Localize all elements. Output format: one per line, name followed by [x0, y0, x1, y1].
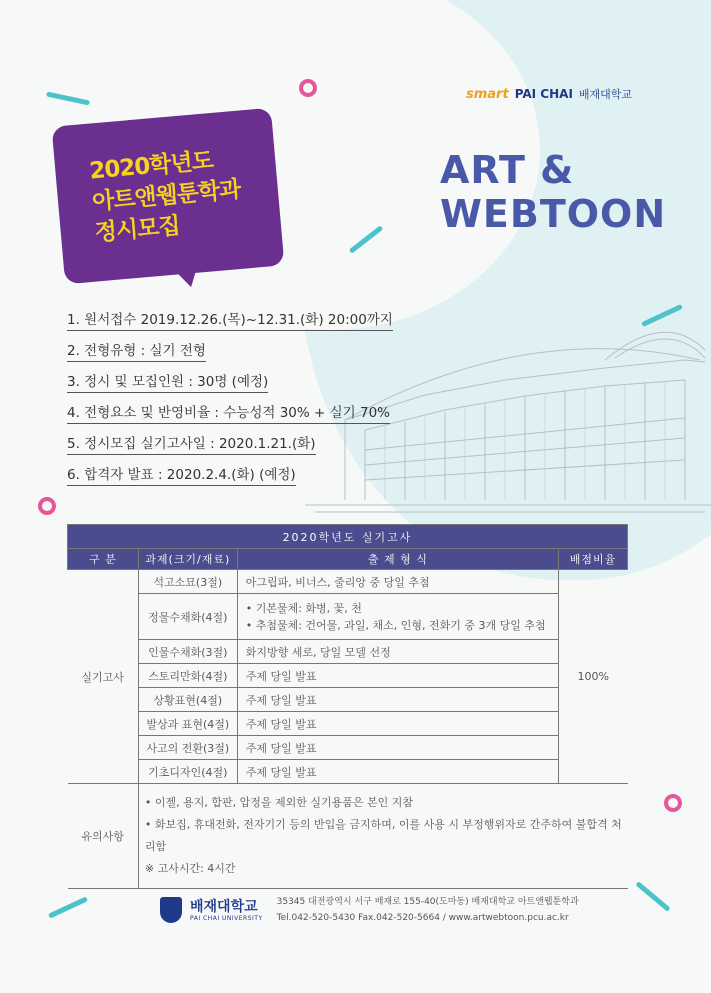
subject-cell: 상황표현(4절): [138, 688, 237, 712]
deco-ring: [38, 497, 56, 515]
notes-cell: [138, 784, 627, 889]
bubble-line-1: 2020학년도: [88, 147, 214, 185]
subject-cell: 인물수채화(3절): [138, 640, 237, 664]
deco-line: [48, 896, 88, 918]
table-row: [68, 594, 628, 640]
table-row: [68, 688, 628, 712]
note-item: • 화보집, 휴대전화, 전자기기 등의 반입을 금지하며, 이를 사용 시 부정행위자로 간주하여 불합격 처리함: [144, 818, 622, 853]
bubble-line-3: 정시모집: [93, 213, 181, 247]
table-row: [68, 760, 628, 784]
deco-line: [46, 91, 90, 105]
university-shield-icon: [160, 897, 182, 923]
note-item: • 이젤, 용지, 합판, 압정을 제외한 실기용품은 본인 지참: [144, 796, 413, 809]
subject-cell: 스토리만화(4절): [138, 664, 237, 688]
format-bullet: • 추첨물체: 건어물, 과일, 채소, 인형, 전화기 중 3개 당일 추첨: [245, 618, 546, 632]
info-item: 4. 전형요소 및 반영비율 : 수능성적 30% + 실기 70%: [67, 401, 390, 424]
info-item: 6. 합격자 발표 : 2020.2.4.(화) (예정): [67, 463, 296, 486]
table-title: 2020학년도 실기고사: [68, 525, 628, 549]
footer: [160, 894, 579, 926]
title-line-2: WEBTOON: [440, 192, 667, 236]
table-row: [68, 570, 628, 594]
format-cell: 주제 당일 발표: [237, 664, 558, 688]
format-cell: 주제 당일 발표: [237, 688, 558, 712]
info-item: 2. 전형유형 : 실기 전형: [67, 339, 206, 362]
subject-cell: 기초디자인(4절): [138, 760, 237, 784]
brand-korean: 배재대학교: [578, 88, 633, 101]
subject-cell: 사고의 전환(3절): [138, 736, 237, 760]
notes-label: 유의사항: [68, 784, 139, 889]
brand-logo: [466, 86, 632, 102]
format-cell: 주제 당일 발표: [237, 736, 558, 760]
subject-cell: 석고소묘(3절): [138, 570, 237, 594]
page-title: [440, 148, 666, 236]
note-item: ※ 고사시간: 4시간: [144, 862, 236, 875]
footer-logo: [190, 899, 263, 922]
exam-table: [67, 524, 628, 889]
brand-smart: smart: [466, 86, 509, 102]
title-line-1: ART &: [440, 148, 575, 192]
header-ratio: 배점비율: [559, 549, 628, 570]
table-row: [68, 640, 628, 664]
ratio-cell: 100%: [559, 570, 628, 784]
header-format: 출 제 형 식: [237, 549, 558, 570]
format-cell: [237, 594, 558, 640]
deco-line: [635, 881, 670, 912]
subject-cell: 정물수채화(4절): [138, 594, 237, 640]
deco-ring: [664, 794, 682, 812]
footer-address: 35345 대전광역시 서구 배재로 155-40(도마동) 배재대학교 아트앤웹툰학과: [276, 897, 579, 907]
info-item: 5. 정시모집 실기고사일 : 2020.1.21.(화): [67, 432, 316, 455]
footer-address-block: [277, 894, 579, 926]
category-cell: 실기고사: [68, 570, 139, 784]
bubble-line-2: 아트앤웹툰학과: [91, 176, 242, 216]
format-cell: 주제 당일 발표: [237, 712, 558, 736]
info-item: 1. 원서접수 2019.12.26.(목)~12.31.(화) 20:00까지: [67, 308, 393, 331]
footer-contact: Tel.042-520-5430 Fax.042-520-5664 / www.artwebtoon.pcu.ac.kr: [276, 913, 569, 923]
table-row: [68, 712, 628, 736]
footer-logo-korean: 배재대학교: [190, 898, 258, 915]
header-category: 구 분: [68, 549, 139, 570]
format-cell: 화지방향 세로, 당일 모델 선정: [237, 640, 558, 664]
notes-row: [68, 784, 628, 889]
admission-info-list: [67, 308, 393, 494]
brand-name: PAI CHAI: [514, 87, 573, 101]
footer-logo-english: PAI CHAI UNIVERSITY: [190, 914, 263, 922]
format-cell: 아그립파, 비너스, 줄리앙 중 당일 추첨: [237, 570, 558, 594]
format-cell: 주제 당일 발표: [237, 760, 558, 784]
bubble-headline: [88, 144, 244, 250]
table-row: [68, 664, 628, 688]
header-subject: 과제(크기/재료): [138, 549, 237, 570]
info-item: 3. 정시 및 모집인원 : 30명 (예정): [67, 370, 268, 393]
table-row: [68, 736, 628, 760]
deco-ring: [299, 79, 317, 97]
subject-cell: 발상과 표현(4절): [138, 712, 237, 736]
format-bullet: • 기본물체: 화병, 꽃, 천: [245, 601, 362, 615]
